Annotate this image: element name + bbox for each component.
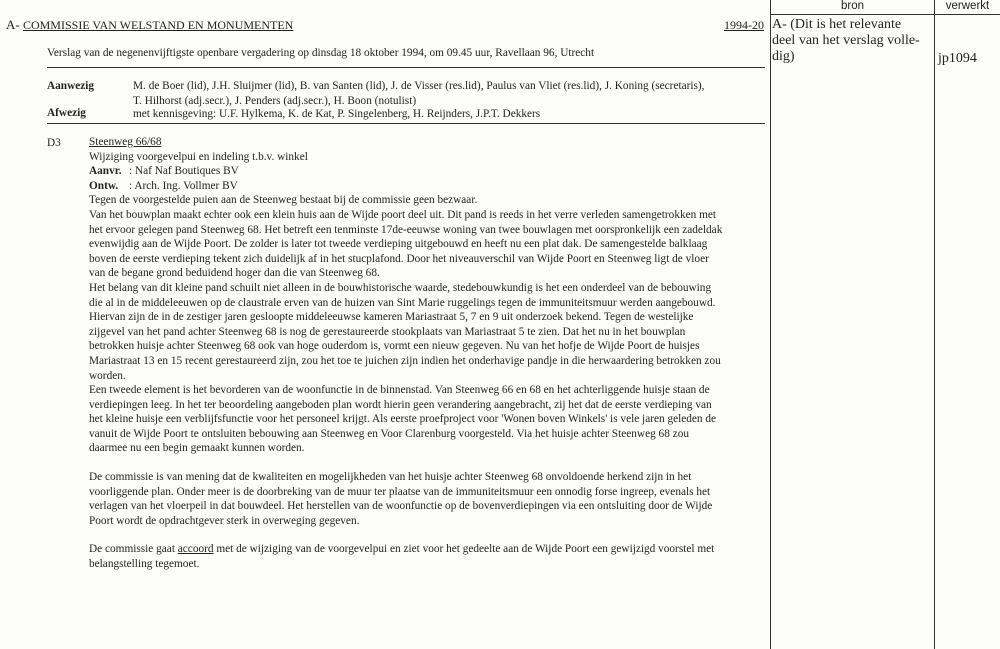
text-line: Hiervan zijn de in de zestiger jaren gesloopte middeleeuwse kameren Mariastraat 5, 7 en 9 uit onderzoek bekend. Tegen de westelijke bbox=[89, 311, 694, 324]
text-line: van de begane grond beduidend hoger dan die van Steenweg 68. bbox=[89, 267, 380, 280]
designer-label: Ontw. bbox=[89, 179, 119, 192]
doc-code: 1994-20 bbox=[724, 18, 764, 32]
text-line: Het belang van dit kleine pand schuilt niet alleen in de bouwhistorische waarde, stedebouwkundig is het een onderdeel van de bebouwing bbox=[89, 281, 712, 294]
header-rule bbox=[47, 67, 765, 68]
bron-note bbox=[772, 17, 934, 65]
divider-verwerkt bbox=[934, 0, 935, 649]
text-line: betrokken huisje achter Steenweg 68 ook van hoge ouderdom is, vormt een nieuw gegeven. Nu van het hofje de Wijde Poort de huisjes bbox=[89, 340, 700, 353]
text-line: Van het bouwplan maakt echter ook een klein huis aan de Wijde poort deel uit. Dit pand is reeds in het verre verleden samengetrokken met bbox=[89, 208, 717, 221]
text-line: De commissie is van mening dat de kwaliteiten en mogelijkheden van het huisje achter Steenweg 68 onvoldoende herkend zijn in het bbox=[89, 471, 692, 484]
item-address: Steenweg 66/68 bbox=[89, 136, 162, 148]
paragraph-2 bbox=[89, 470, 767, 528]
text-line: Mariastraat 13 en 15 recent gerestaureerd zijn, zou het toe te juichen zijn indien het onderhavige pandje in die herwaardering betrokken zou bbox=[89, 354, 721, 367]
text-line: verlagen van het vloerpeil in dat bouwdeel. Het herstellen van de woonfunctie op de bovenverdiepingen via een ontsluiting door de Wijde bbox=[89, 500, 713, 513]
conclusion bbox=[89, 542, 767, 571]
item-applicant bbox=[89, 164, 767, 179]
verwerkt-note: jp1094 bbox=[938, 51, 977, 66]
conclusion-before: De commissie gaat bbox=[89, 543, 178, 556]
applicant-label: Aanvr. bbox=[89, 165, 122, 178]
text-line: worden. bbox=[89, 369, 126, 382]
present-line: T. Hilhorst (adj.secr.), J. Penders (adj.secr.), H. Boon (notulist) bbox=[133, 94, 417, 107]
attendance-rule bbox=[47, 123, 765, 124]
bron-note-line: deel van het verslag volle- bbox=[772, 33, 920, 48]
bron-note-line: dig) bbox=[772, 49, 795, 64]
doc-title bbox=[6, 17, 293, 33]
column-header-bron: bron bbox=[840, 0, 865, 12]
text-line: die al in de middeleeuwen op de claustrale erven van de huizen van Sint Marie ruggelings tegen de immuniteitsmuur werden aangebouwd. bbox=[89, 296, 716, 309]
text-line: verdiepingen leeg. In het ter beoordeling aangeboden plan wordt hierin geen verandering aangebracht, zij het dat de eerste verdieping van bbox=[89, 398, 712, 411]
item-subject: Wijziging voorgevelpui en indeling t.b.v. winkel bbox=[89, 150, 308, 163]
present-line: M. de Boer (lid), J.H. Sluijmer (lid), B. van Santen (lid), J. de Visser (res.lid), Paulus van Vliet (res.lid), J. Koning (secretaris), bbox=[133, 80, 705, 92]
column-header-verwerkt: verwerkt bbox=[945, 0, 990, 12]
divider-bron bbox=[770, 0, 771, 649]
item-body bbox=[89, 135, 767, 572]
column-header-rule bbox=[771, 14, 1000, 15]
text-line: boven de eerste verdieping tekent zich duidelijk af in het stucplafond. Door het niveauverschil van Wijde Poort en Steenweg ligt de vloer bbox=[89, 252, 709, 265]
doc-prefix: A- bbox=[6, 17, 20, 32]
conclusion-after: met de wijziging van de voorgevelpui en ziet voor het gedeelte aan de Wijde Poort een gewijzigd voorstel met bbox=[213, 543, 715, 556]
text-line: het kleine huisje een verblijfsfunctie voor het personeel krijgt. Als eerste proefproject voor 'Wonen boven Winkels' is vele jaren geleden de bbox=[89, 413, 717, 426]
text-line: het ervoor gelegen pand Steenweg 68. Het betreft een tenminste 17de-eeuwse woning van twee bouwlagen met oorspronkelijk een zadeldak bbox=[89, 223, 723, 236]
bron-note-line: A- (Dit is het relevante bbox=[772, 17, 902, 32]
applicant-value: : Naf Naf Boutiques BV bbox=[129, 165, 239, 178]
commission-name: COMMISSIE VAN WELSTAND EN MONUMENTEN bbox=[22, 18, 294, 32]
item-code: D3 bbox=[47, 137, 61, 149]
text-line: belangstelling tegemoet. bbox=[89, 558, 200, 571]
absent-label: Afwezig bbox=[47, 107, 86, 119]
present-label: Aanwezig bbox=[47, 80, 95, 92]
text-line: Tegen de voorgestelde puien aan de Steenweg bestaat bij de commissie geen bezwaar. bbox=[89, 194, 478, 207]
present-list bbox=[133, 79, 705, 108]
text-line: vanuit de Wijde Poort te ontsluiten bebouwing aan Steenweg en Voor Clarenburg voorgesteld. Via het huisje achter Steenweg 68 zou bbox=[89, 427, 689, 440]
text-line: daarmee nu een begin gemaakt kunnen worden. bbox=[89, 442, 305, 455]
minutes-line: Verslag van de negenenvijftigste openbare vergadering op dinsdag 18 oktober 1994, om 09.45 uur, Ravellaan 96, Utrecht bbox=[47, 47, 595, 59]
designer-value: : Arch. Ing. Vollmer BV bbox=[129, 179, 238, 192]
text-line: Poort wordt de opdrachtgever sterk in overweging gegeven. bbox=[89, 514, 360, 527]
conclusion-accord: accoord bbox=[177, 543, 214, 556]
text-line: Een tweede element is het bevorderen van de woonfunctie in de binnenstad. Van Steenweg 66 en 68 en het achterliggende huisje staan de bbox=[89, 384, 710, 397]
text-line: evenwijdig aan de Wijde Poort. De zolder is later tot tweede verdieping uitgebouwd en heeft nu een plat dak. De samengestelde balklaag bbox=[89, 238, 708, 251]
text-line: zijgevel van het pand achter Steenweg 68 is nog de gerestaureerde stookplaats van Mariastraat 5 te zien. Dat het nu in het bouwplan bbox=[89, 325, 686, 338]
text-line bbox=[89, 542, 767, 557]
text-line: voorliggende plan. Onder meer is de doorbreking van de muur ter plaatse van de immuniteitsmuur een onnodig forse ingreep, evenals het bbox=[89, 485, 711, 498]
paragraph-1 bbox=[89, 193, 767, 456]
item-designer bbox=[89, 179, 767, 194]
absent-list: met kennisgeving: U.F. Hylkema, K. de Kat, P. Singelenberg, H. Reijnders, J.P.T. Dekkers bbox=[133, 108, 541, 120]
